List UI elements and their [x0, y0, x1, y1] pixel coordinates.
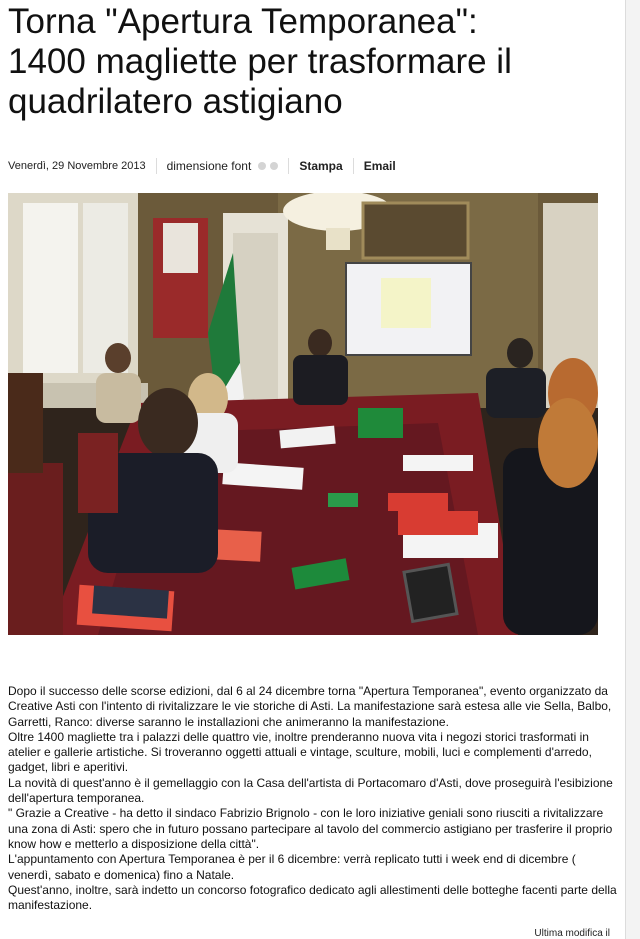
- article-paragraph: La novità di quest'anno è il gemellaggio con la Casa dell'artista di Portacomaro d'Asti, dove proseguirà l'esibizione dell'apertura temporanea.: [8, 775, 613, 806]
- meta-divider: [288, 158, 289, 174]
- print-link[interactable]: Stampa: [299, 159, 343, 173]
- font-size-controls: [258, 162, 278, 170]
- meta-divider: [156, 158, 157, 174]
- article-title: [8, 2, 618, 122]
- article-photo: [8, 193, 598, 635]
- article-paragraph: " Grazie a Creative - ha detto il sindaco Fabrizio Brignolo - con le loro iniziative geniali sono riusciti a rivitalizzare una zona di Asti: spero che in futuro possano partecipare al tavolo del commercio astigiano per trasferire il proprio know how e metterlo a disposizione della città".: [8, 806, 613, 851]
- meta-divider: [353, 158, 354, 174]
- article-paragraph: L'appuntamento con Apertura Temporanea è per il 6 dicembre: verrà replicato tutti i week end di dicembre ( venerdì, sabato e domenica) fino a Natale.: [8, 852, 576, 882]
- article-paragraph: Oltre 1400 magliette tra i palazzi delle quattro vie, inoltre prenderanno nuova vita i negozi storici trasformati in atelier e gallerie artistiche. Si troveranno oggetti attuali e vintage, sculture, mobili, luci e complementi d'arredo, gadget, libri e aperitivi.: [8, 729, 592, 775]
- article-paragraph: Quest'anno, inoltre, sarà indetto un concorso fotografico dedicato agli allestimenti delle botteghe facenti parte della manifestazione.: [8, 882, 617, 913]
- article-meta-bar: [8, 157, 396, 175]
- font-increase-icon[interactable]: [270, 162, 278, 170]
- article-paragraph: Dopo il successo delle scorse edizioni, dal 6 al 24 dicembre torna "Apertura Temporanea", evento organizzato da Creative Asti con l'intento di rivitalizzare le vie storiche di Asti. La manifestazione sarà estesa alle vie Sella, Balbo, Garretti, Ranco: diverse saranno le installazioni che animeranno la manifestazione.: [8, 684, 612, 729]
- email-link[interactable]: Email: [363, 159, 396, 173]
- page-right-border: [625, 0, 640, 939]
- font-size-label: dimensione font: [166, 159, 252, 173]
- title-line-3: quadrilatero astigiano: [8, 82, 343, 121]
- article-body: [8, 684, 618, 913]
- font-decrease-icon[interactable]: [258, 162, 266, 170]
- title-line-1: Torna "Apertura Temporanea":: [8, 2, 478, 41]
- last-modified-label: Ultima modifica il: [534, 928, 610, 939]
- publish-date: Venerdì, 29 Novembre 2013: [8, 160, 146, 172]
- title-line-2: 1400 magliette per trasformare il: [8, 42, 512, 81]
